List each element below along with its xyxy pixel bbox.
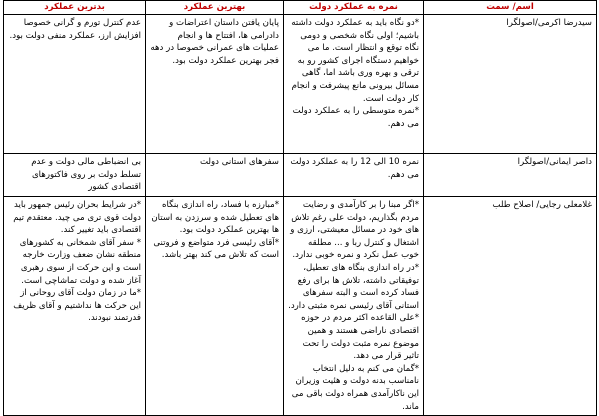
cell-best: سفرهای استانی دولت (146, 154, 284, 197)
table-row (4, 15, 597, 154)
header-best: بهترین عملکرد (146, 1, 284, 15)
header-worst: بدترین عملکرد (4, 1, 146, 15)
cell-worst: بی انضباطی مالی دولت و عدم تسلط دولت بر روی فاکتورهای اقتصادی کشور (4, 154, 146, 197)
cell-name: داصر ایمانی/اصولگرا (424, 154, 597, 197)
cell-score: *دو نگاه باید به عملکرد دولت داشته باشیم؛ اولی نگاه شخصی و دومی نگاه توقع و انتظار است. ما می خواهیم دستگاه اجرای کشور رو به ترقی و بهره وری باشد اما، گاهی مسائل بیرونی مانع پیشرفت و انجام کار دولت است. *نمره متوسطی را به عملکرد دولت می دهم. (284, 15, 424, 154)
table-row (4, 154, 597, 197)
header-score: نمره به عملکرد دولت (284, 1, 424, 15)
evaluation-table (3, 0, 597, 416)
cell-name: سیدرضا اکرمی/اصولگرا (424, 15, 597, 154)
cell-best: *مبارزه با فساد، راه اندازی بنگاه های تعطیل شده و سرزدن به استان ها بهترین عملکرد دولت بود. *آقای رئیسی فرد متواضع و فروتنی است که تلاش می کند بهتر باشد. (146, 197, 284, 416)
cell-worst: *در شرایط بحران رئیس جمهور باید دولت قوی تری می چید. معتقدم تیم اقتصادی باید تغییر کند. * سفر آقای شمخانی به کشورهای منطقه نشان ضعف وزارت خارجه است و این حرکت از سوی رهبری آغاز شده و دولت تماشاچی است. *ما در زمان دولت آقای روحانی از این حرکت ها نداشتیم و آقای ظریف فدرتمند نبودند. (4, 197, 146, 416)
cell-best: پایان یافتن داستان اعتراضات و دادرامی ها، افتتاح ها و انجام عملیات های عمرانی خصوصا در دهه فجر بهترین عملکرد دولت بود. (146, 15, 284, 154)
table-row (4, 197, 597, 416)
cell-worst: عدم کنترل تورم و گرانی خصوصا افزایش ارز، عملکرد منفی دولت بود. (4, 15, 146, 154)
cell-name: غلامعلی رجایی/ اصلاح طلب (424, 197, 597, 416)
table-header-row (4, 1, 597, 15)
cell-score: نمره 10 الی 12 را به عملکرد دولت می دهم. (284, 154, 424, 197)
cell-score: *اگر مبنا را بر کارآمدی و رضایت مردم بگذاریم، دولت علی رغم تلاش های خود در مسائل معیشتی، ارزی و اشتغال و کنترل ربا و ... مطلقه خوب عمل نکرد و نمره خوبی ندارد. *در راه اندازی بنگاه های تعطیل، توفیقاتی داشته، تلاش ها برای رفع فساد کرده است و البته سفرهای استانی آقای رئیسی نمره مثبتی دارد. *علی القاعده اکثر مردم در حوزه اقتصادی ناراضی هستند و همین موضوع نمره مثبت دولت را تحت تاثیر قرار می دهد. *گمان می کنم به دلیل انتخاب نامناسب بدنه دولت و هئیت وزیران این ناکارآمدی همراه دولت باقی می ماند. (284, 197, 424, 416)
header-name: اسم/ سمت (424, 1, 597, 15)
